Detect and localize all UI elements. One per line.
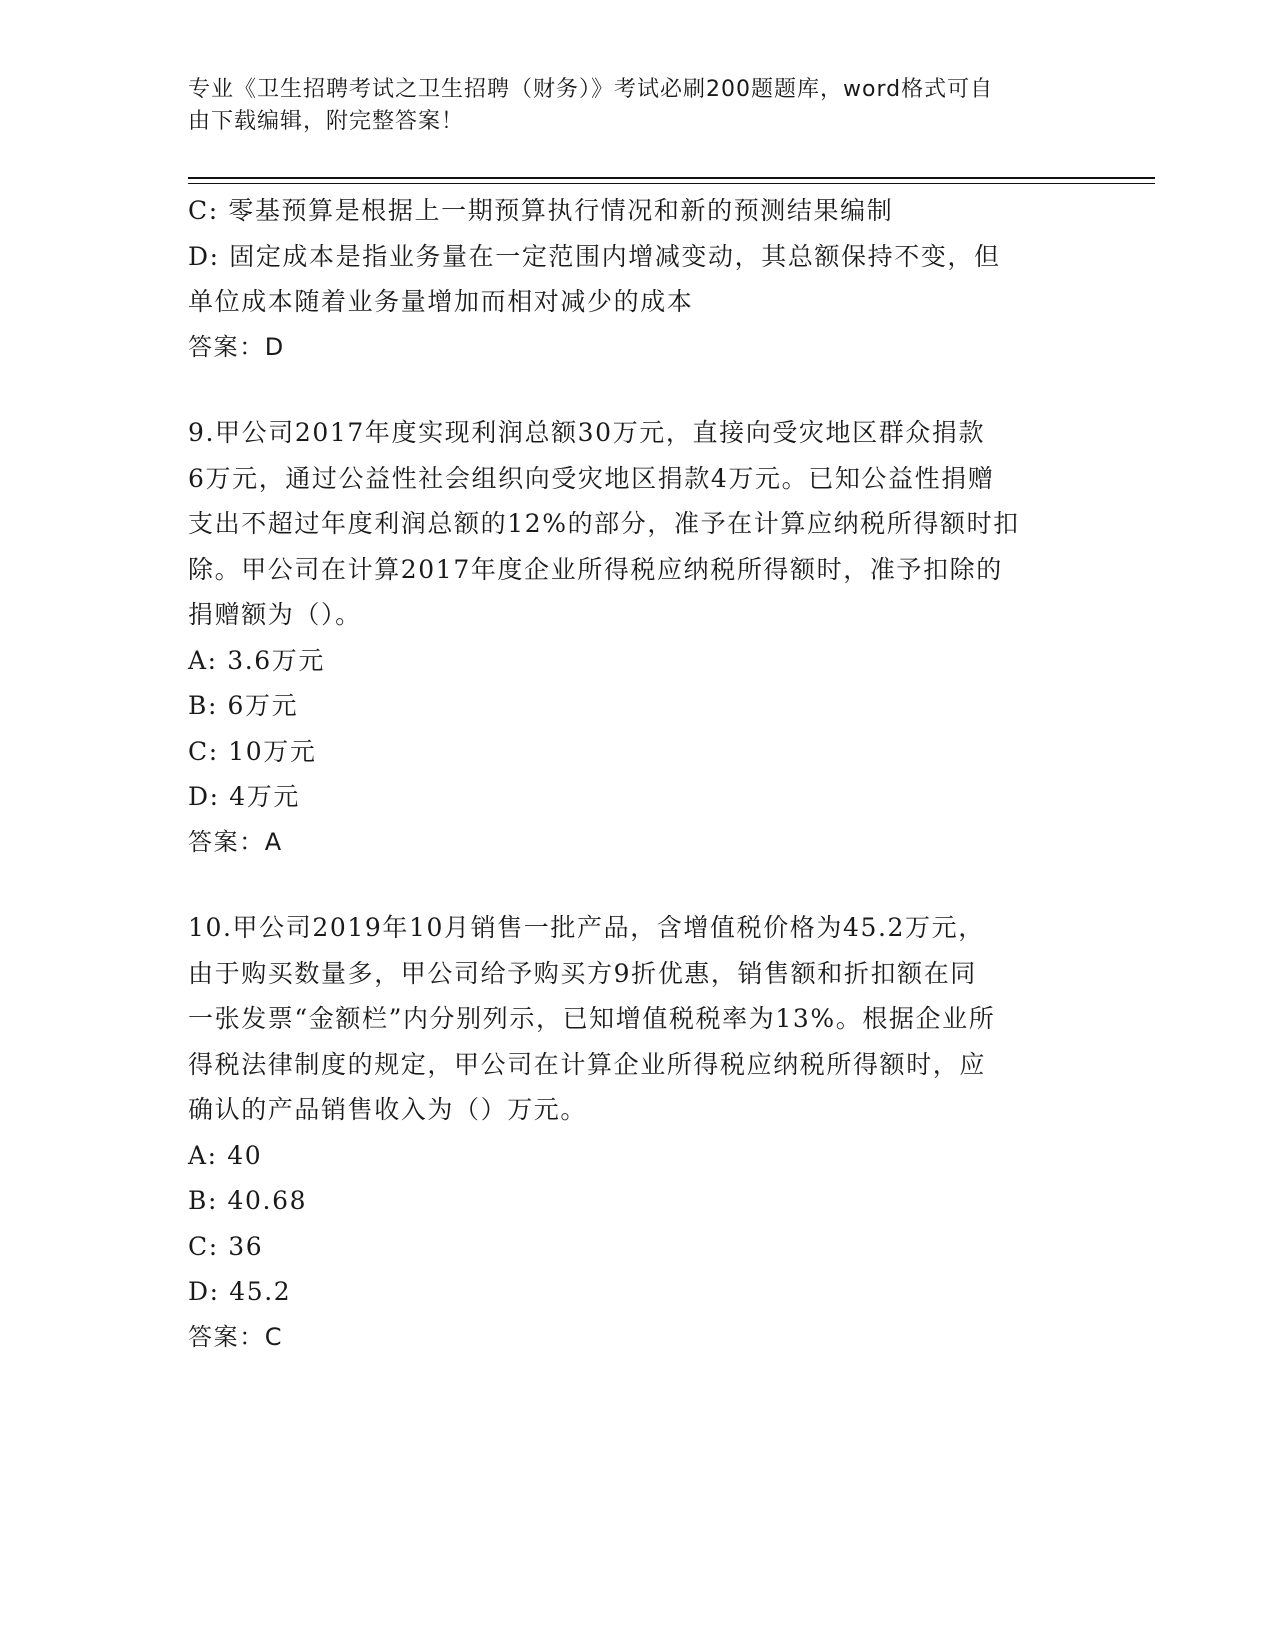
question-text-line: 10.甲公司2019年10月销售一批产品，含增值税价格为45.2万元， [188,913,985,942]
header-line-2: 由下载编辑，附完整答案！ [188,109,465,134]
option-c: C: 零基预算是根据上一期预算执行情况和新的预测结果编制 [188,196,894,225]
option-b: B: 6万元 [188,691,299,720]
answer-line: 答案：A [188,827,283,856]
question-text-line: 6万元，通过公益性社会组织向受灾地区捐款4万元。已知公益性捐赠 [188,463,995,493]
option-a: A: 3.6万元 [188,645,325,675]
question-text-line: 除。甲公司在计算2017年度企业所得税应纳税所得额时，准予扣除的 [188,554,1003,584]
question-text-line: 得税法律制度的规定，甲公司在计算企业所得税应纳税所得额时，应 [188,1049,987,1079]
question-9 [188,410,1088,865]
page-header [188,74,1068,138]
option-d-line-1: D: 固定成本是指业务量在一定范围内增减变动，其总额保持不变，但 [188,241,1001,271]
answer-line: 答案：C [188,1322,284,1351]
question-8-continued [188,188,1088,370]
option-a: A: 40 [188,1140,263,1170]
answer-line: 答案：D [188,332,285,361]
option-b: B: 40.68 [188,1186,308,1215]
question-text-line: 9.甲公司2017年度实现利润总额30万元，直接向受灾地区群众捐款 [188,418,986,447]
header-divider-thin [188,183,1155,184]
question-text-line: 支出不超过年度利润总额的12%的部分，准予在计算应纳税所得额时扣 [188,509,1020,538]
option-d-line-2: 单位成本随着业务量增加而相对减少的成本 [188,287,694,316]
document-body [188,188,1088,1360]
question-text-line: 由于购买数量多，甲公司给予购买方9折优惠，销售额和折扣额在同 [188,958,977,988]
option-c: C: 10万元 [188,736,317,766]
header-divider-thick [188,177,1155,179]
question-10 [188,905,1088,1360]
question-text-line: 捐赠额为（）。 [188,600,362,629]
header-line-1: 专业《卫生招聘考试之卫生招聘（财务）》考试必刷200题题库，word格式可自 [188,77,994,102]
option-c: C: 36 [188,1231,264,1261]
option-d: D: 45.2 [188,1277,292,1306]
option-d: D: 4万元 [188,782,300,811]
question-text-line: 一张发票“金额栏”内分别列示，已知增值税税率为13%。根据企业所 [188,1004,996,1033]
question-text-line: 确认的产品销售收入为（）万元。 [188,1095,588,1124]
